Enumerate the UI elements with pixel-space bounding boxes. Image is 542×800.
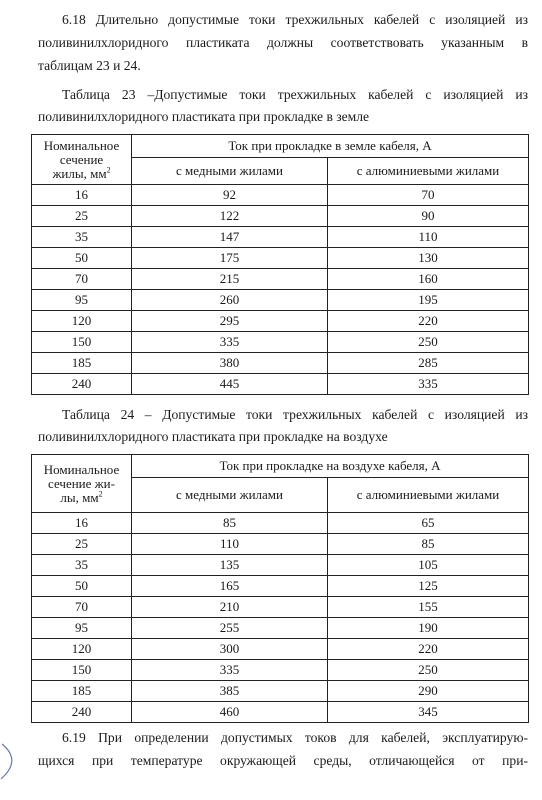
- table24-caption: [38, 404, 528, 448]
- header-current: Ток при прокладке в земле кабеля, А: [132, 135, 529, 158]
- caption-line: поливинилхлоридного пластиката при прокладке в земле: [38, 109, 370, 124]
- table23-body: [32, 185, 529, 395]
- cell-copper: 260: [132, 290, 328, 311]
- table-row: [32, 353, 529, 374]
- table-row: [32, 597, 529, 618]
- unit-superscript: 2: [106, 165, 111, 175]
- caption-line: поливинилхлоридного пластиката при прокладке на воздухе: [38, 429, 388, 444]
- table-row: [32, 555, 529, 576]
- closing-line: 6.19 При определении допустимых токов для кабелей, эксплуатирую-: [62, 730, 528, 745]
- header-section-line: сечение жи-: [48, 475, 115, 491]
- table-row: [32, 639, 529, 660]
- cell-aluminum: 290: [328, 681, 529, 702]
- cell-aluminum: 195: [328, 290, 529, 311]
- table-row: [32, 227, 529, 248]
- cell-aluminum: 70: [328, 185, 529, 206]
- cell-section: 185: [32, 353, 132, 374]
- cell-section: 120: [32, 311, 132, 332]
- cell-copper: 255: [132, 618, 328, 639]
- table-row: [32, 534, 529, 555]
- table23: [31, 134, 529, 395]
- closing-paragraph: [38, 726, 528, 772]
- cell-aluminum: 90: [328, 206, 529, 227]
- table-row: [32, 513, 529, 534]
- cell-section: 16: [32, 513, 132, 534]
- header-section-line: Номинальное: [43, 137, 120, 153]
- table-row: [32, 269, 529, 290]
- header-section-line: сечение: [59, 151, 104, 167]
- cell-copper: 85: [132, 513, 328, 534]
- table-row: [32, 206, 529, 227]
- cell-section: 70: [32, 597, 132, 618]
- cell-copper: 135: [132, 555, 328, 576]
- cell-copper: 385: [132, 681, 328, 702]
- table-row: [32, 185, 529, 206]
- header-aluminum: с алюминиевыми жилами: [328, 158, 529, 185]
- cell-copper: 295: [132, 311, 328, 332]
- cell-section: 150: [32, 332, 132, 353]
- table23-caption: [38, 84, 528, 128]
- cell-copper: 460: [132, 702, 328, 723]
- cell-aluminum: 110: [328, 227, 529, 248]
- cell-copper: 335: [132, 332, 328, 353]
- cell-section: 240: [32, 374, 132, 395]
- closing-line: щихся при температуре окружающей среды, отличающейся от при-: [38, 753, 528, 768]
- header-section-line: Номинальное: [43, 461, 120, 477]
- caption-line: Таблица 23 –Допустимые токи трехжильных кабелей с изоляцией из: [62, 87, 528, 102]
- cell-section: 35: [32, 555, 132, 576]
- cell-section: 95: [32, 618, 132, 639]
- cell-aluminum: 250: [328, 332, 529, 353]
- header-section-line: лы, мм: [60, 489, 99, 505]
- table-row: [32, 311, 529, 332]
- cell-section: 240: [32, 702, 132, 723]
- cell-copper: 165: [132, 576, 328, 597]
- cell-copper: 300: [132, 639, 328, 660]
- cell-aluminum: 125: [328, 576, 529, 597]
- table24-body: [32, 513, 529, 723]
- cell-section: 120: [32, 639, 132, 660]
- header-aluminum: с алюминиевыми жилами: [328, 478, 529, 513]
- intro-line: таблицам 23 и 24.: [38, 58, 141, 73]
- cell-aluminum: 220: [328, 639, 529, 660]
- cell-copper: 147: [132, 227, 328, 248]
- cell-aluminum: 85: [328, 534, 529, 555]
- table-row: [32, 618, 529, 639]
- cell-aluminum: 160: [328, 269, 529, 290]
- cell-aluminum: 345: [328, 702, 529, 723]
- cell-section: 25: [32, 534, 132, 555]
- cell-copper: 122: [132, 206, 328, 227]
- cell-aluminum: 335: [328, 374, 529, 395]
- table24: [31, 454, 529, 723]
- cell-aluminum: 105: [328, 555, 529, 576]
- cell-section: 95: [32, 290, 132, 311]
- cell-aluminum: 285: [328, 353, 529, 374]
- cell-aluminum: 190: [328, 618, 529, 639]
- header-copper: с медными жилами: [132, 478, 328, 513]
- intro-paragraph: [38, 8, 528, 77]
- cell-section: 35: [32, 227, 132, 248]
- table-row: [32, 248, 529, 269]
- table-row: [32, 576, 529, 597]
- caption-line: Таблица 24 – Допустимые токи трехжильных кабелей с изоляцией из: [62, 407, 528, 422]
- cell-section: 50: [32, 248, 132, 269]
- unit-superscript: 2: [98, 489, 103, 499]
- cell-copper: 215: [132, 269, 328, 290]
- cell-section: 70: [32, 269, 132, 290]
- cell-section: 50: [32, 576, 132, 597]
- intro-line: 6.18 Длительно допустимые токи трехжильных кабелей с изоляцией из: [62, 12, 528, 27]
- pen-mark-icon: [0, 740, 24, 780]
- cell-section: 25: [32, 206, 132, 227]
- cell-copper: 335: [132, 660, 328, 681]
- table-row: [32, 374, 529, 395]
- header-copper: с медными жилами: [132, 158, 328, 185]
- cell-aluminum: 65: [328, 513, 529, 534]
- cell-aluminum: 155: [328, 597, 529, 618]
- header-section: [32, 135, 132, 185]
- cell-copper: 110: [132, 534, 328, 555]
- cell-copper: 445: [132, 374, 328, 395]
- table-row: [32, 332, 529, 353]
- cell-section: 185: [32, 681, 132, 702]
- intro-line: поливинилхлоридного пластиката должны соответствовать указанным в: [38, 35, 528, 50]
- cell-aluminum: 130: [328, 248, 529, 269]
- cell-copper: 175: [132, 248, 328, 269]
- cell-section: 150: [32, 660, 132, 681]
- cell-copper: 92: [132, 185, 328, 206]
- cell-copper: 210: [132, 597, 328, 618]
- header-section: [32, 455, 132, 513]
- cell-copper: 380: [132, 353, 328, 374]
- cell-section: 16: [32, 185, 132, 206]
- table-row: [32, 702, 529, 723]
- table-row: [32, 660, 529, 681]
- table-row: [32, 290, 529, 311]
- cell-aluminum: 250: [328, 660, 529, 681]
- cell-aluminum: 220: [328, 311, 529, 332]
- header-current: Ток при прокладке на воздухе кабеля, А: [132, 455, 529, 478]
- header-section-line: жилы, мм: [52, 165, 107, 181]
- table-row: [32, 681, 529, 702]
